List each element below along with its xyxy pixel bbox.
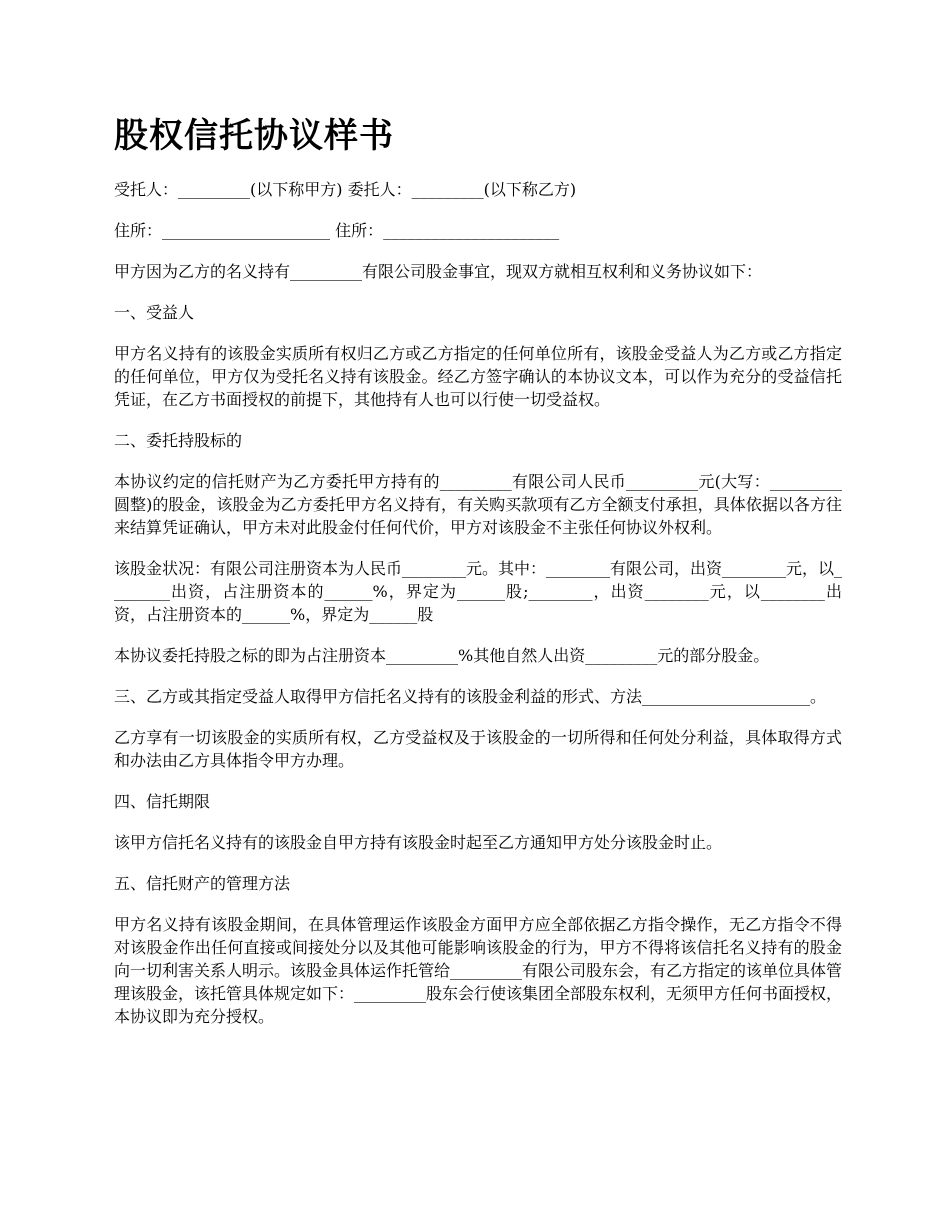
section-heading: 五、信托财产的管理方法 [114,874,291,893]
paragraph: 三、乙方或其指定受益人取得甲方信托名义持有的该股金利益的形式、方法_____________________。 [114,687,827,706]
paragraph: 受托人：_________(以下称甲方) 委托人：_________(以下称乙方) [114,180,577,199]
section-heading: 四、信托期限 [114,792,211,811]
paragraph: 本协议委托持股之标的即为占注册资本_________%其他自然人出资_________元的部分股金。 [114,646,770,665]
document-page [114,108,842,1046]
paragraph: 甲方因为乙方的名义持有_________有限公司股金事宜，现双方就相互权利和义务协议如下： [114,262,763,281]
paragraph: 乙方享有一切该股金的实质所有权，乙方受益权及于该股金的一切所得和任何处分利益，具体取得方式和办法由乙方具体指令甲方办理。 [114,728,842,770]
document-body [114,178,842,1028]
paragraph: 甲方名义持有该股金期间，在具体管理运作该股金方面甲方应全部依据乙方指令操作，无乙方指令不得对该股金作出任何直接或间接处分以及其他可能影响该股金的行为，甲方不得将该信托名义持有的股金向一切利害关系人明示。该股金具体运作托管给_________有限公司股东会，有乙方指定的该单位具体管理该股金，该托管具体规定如下：_________股东会行使该集团全部股东权利，无须甲方任何书面授权，本协议即为充分授权。 [114,915,843,1026]
paragraph: 该甲方信托名义持有的该股金自甲方持有该股金时起至乙方通知甲方处分该股金时止。 [114,833,723,852]
section-heading: 一、受益人 [114,303,195,322]
paragraph: 本协议约定的信托财产为乙方委托甲方持有的_________有限公司人民币_________元(大写：_________圆整)的股金，该股金为乙方委托甲方名义持有，有关购买款项有乙方全额支付承担，具体依据以各方往来结算凭证确认，甲方未对此股金付任何代价，甲方对该股金不主张任何协议外权利。 [114,472,842,537]
document-title: 股权信托协议样书 [114,116,394,156]
paragraph: 住所：_____________________ 住所：______________________ [114,221,560,240]
paragraph: 该股金状况：有限公司注册资本为人民币________元。其中：________有限公司，出资________元，以________出资，占注册资本的______%，界定为______股;________，出资________元，以________出资，占注册资本的______%，界定为______股 [114,559,843,624]
paragraph: 甲方名义持有的该股金实质所有权归乙方或乙方指定的任何单位所有，该股金受益人为乙方或乙方指定的任何单位，甲方仅为受托名义持有该股金。经乙方签字确认的本协议文本，可以作为充分的受益信托凭证，在乙方书面授权的前提下，其他持有人也可以行使一切受益权。 [114,344,842,409]
section-heading: 二、委托持股标的 [114,431,243,450]
